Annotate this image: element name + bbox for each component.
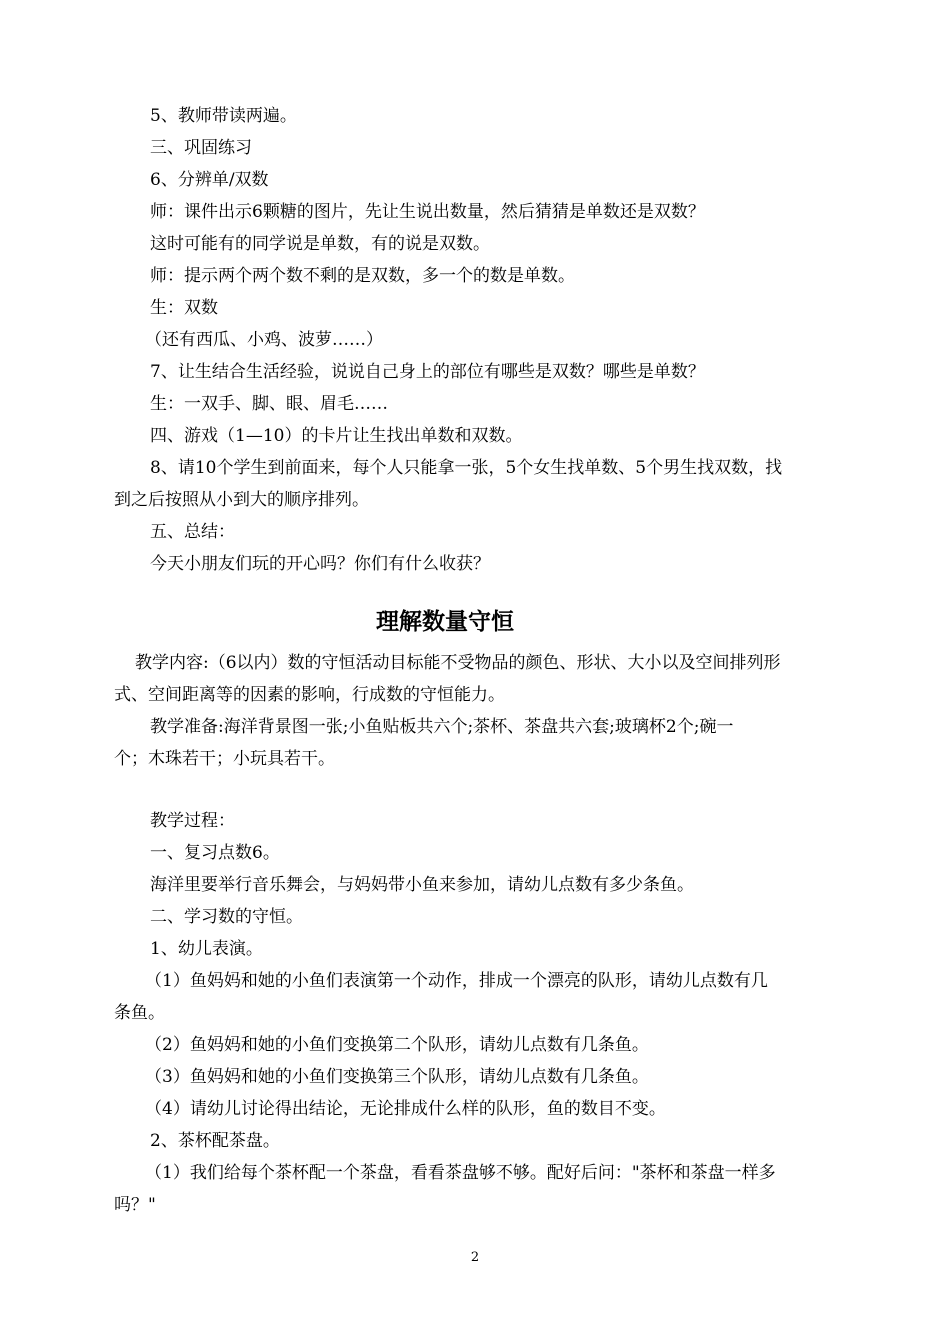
teaching-content-line: 式、空间距离等的因素的影响，行成数的守恒能力。 xyxy=(114,685,505,705)
text-line: 6、分辨单/双数 xyxy=(150,170,269,190)
text-line: （1）鱼妈妈和她的小鱼们表演第一个动作，排成一个漂亮的队形，请幼儿点数有几 xyxy=(145,971,768,991)
heading-process: 教学过程： xyxy=(150,811,235,831)
text-line: （4）请幼儿讨论得出结论，无论排成什么样的队形，鱼的数目不变。 xyxy=(145,1099,666,1119)
page-number: 2 xyxy=(470,1250,480,1265)
text-line: （2）鱼妈妈和她的小鱼们变换第二个队形，请幼儿点数有几条鱼。 xyxy=(145,1035,649,1055)
text-line: 今天小朋友们玩的开心吗？你们有什么收获？ xyxy=(150,554,490,574)
text-line: 二、学习数的守恒。 xyxy=(150,907,303,927)
text-line: 师：课件出示6颗糖的图片，先让生说出数量，然后猜猜是单数还是双数？ xyxy=(150,202,705,222)
heading-game: 四、游戏（1—10）的卡片让生找出单数和双数。 xyxy=(150,426,523,446)
text-line: 条鱼。 xyxy=(114,1003,165,1023)
teaching-content-line: 教学内容:（6以内）数的守恒活动目标能不受物品的颜色、形状、大小以及空间排列形 xyxy=(135,653,781,673)
text-line: 这时可能有的同学说是单数，有的说是双数。 xyxy=(150,234,490,254)
text-line: 生：一双手、脚、眼、眉毛…… xyxy=(150,394,388,414)
heading-consolidation: 三、巩固练习 xyxy=(150,138,252,158)
text-line: （还有西瓜、小鸡、波萝……） xyxy=(145,330,383,350)
heading-summary: 五、总结： xyxy=(150,522,235,542)
text-line: 2、茶杯配茶盘。 xyxy=(150,1131,280,1151)
section-title: 理解数量守恒 xyxy=(376,609,514,635)
text-line: 5、教师带读两遍。 xyxy=(150,106,297,126)
teaching-prep-line: 个；木珠若干；小玩具若干。 xyxy=(114,749,335,769)
text-line: 生：双数 xyxy=(150,298,218,318)
text-line: （3）鱼妈妈和她的小鱼们变换第三个队形，请幼儿点数有几条鱼。 xyxy=(145,1067,649,1087)
text-line: 到之后按照从小到大的顺序排列。 xyxy=(114,490,369,510)
teaching-prep-line: 教学准备:海洋背景图一张;小鱼贴板共六个;茶杯、茶盘共六套;玻璃杯2个;碗一 xyxy=(150,717,734,737)
text-line: 7、让生结合生活经验，说说自己身上的部位有哪些是双数？哪些是单数？ xyxy=(150,362,705,382)
text-line: 海洋里要举行音乐舞会，与妈妈带小鱼来参加，请幼儿点数有多少条鱼。 xyxy=(150,875,694,895)
text-line: （1）我们给每个茶杯配一个茶盘，看看茶盘够不够。配好后问："茶杯和茶盘一样多 xyxy=(145,1163,776,1183)
text-line: 8、请10个学生到前面来，每个人只能拿一张，5个女生找单数、5个男生找双数，找 xyxy=(150,458,783,478)
text-line: 师：提示两个两个数不剩的是双数，多一个的数是单数。 xyxy=(150,266,575,286)
text-line: 吗？" xyxy=(114,1195,156,1215)
text-line: 1、幼儿表演。 xyxy=(150,939,263,959)
text-line: 一、复习点数6。 xyxy=(150,843,280,863)
